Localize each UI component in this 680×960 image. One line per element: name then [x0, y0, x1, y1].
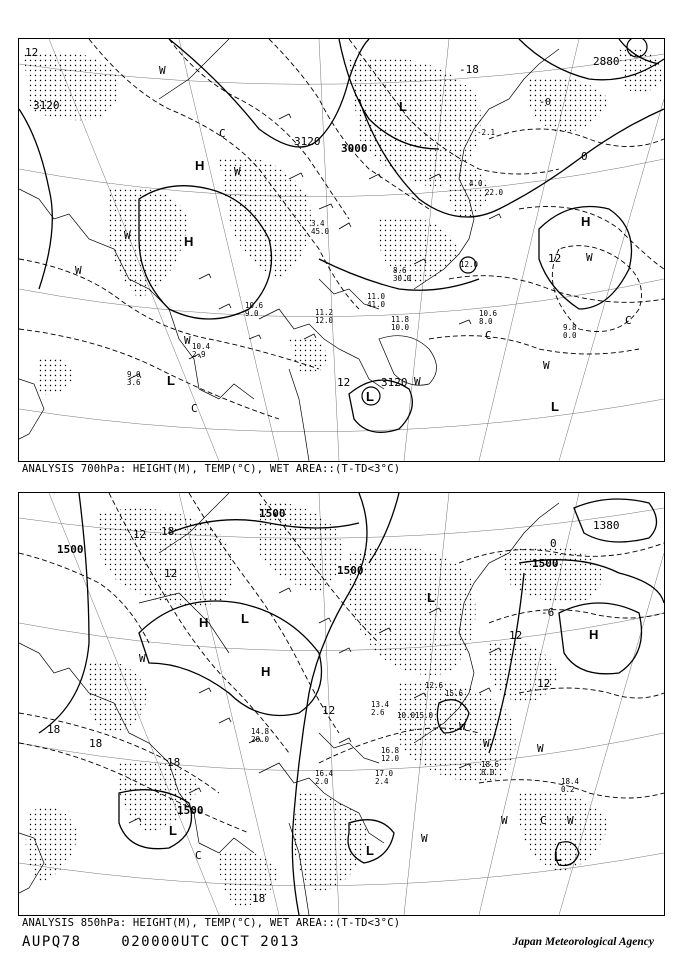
- station-value: 2.4: [375, 777, 389, 786]
- contour-label: 3120: [294, 135, 321, 148]
- station-value: 13.4: [371, 700, 390, 709]
- station-value: 8.0: [479, 317, 493, 326]
- station-value: -2.1: [477, 128, 496, 137]
- station-value: 16.4: [315, 769, 334, 778]
- caption-850hpa: ANALYSIS 850hPa: HEIGHT(M), TEMP(°C), WET AREA::(T-TD<3°C): [22, 917, 401, 929]
- isotherm-label: -6: [541, 606, 555, 619]
- station-value: 0.2: [561, 785, 575, 794]
- agency-name: Japan Meteorological Agency: [512, 936, 654, 948]
- station-value: 16.8: [381, 746, 400, 755]
- isotherm-label: 0: [550, 537, 557, 550]
- isotherm-label: 0: [581, 150, 588, 163]
- station-value: 0.0: [563, 331, 577, 340]
- map-850hpa-canvas: [19, 493, 664, 915]
- station-value: 2.0: [315, 777, 329, 786]
- contour-label: 3120: [381, 376, 408, 389]
- isotherm-label: 18: [47, 723, 61, 736]
- isotherm-label: 12: [509, 629, 523, 642]
- warm-marker: W: [414, 375, 421, 388]
- contour-label: 1380: [593, 519, 620, 532]
- isotherm-label: 18: [161, 525, 175, 538]
- warm-marker: W: [421, 832, 428, 845]
- station-value: 9.8: [563, 323, 577, 332]
- contour-label: 1500: [177, 804, 204, 817]
- station-value: 18.6: [481, 760, 500, 769]
- isotherm-label: 12: [133, 528, 147, 541]
- low-marker: L: [366, 843, 374, 858]
- station-value: 9.0: [245, 309, 259, 318]
- isotherm-label: 18: [89, 737, 103, 750]
- isotherm-label: 18: [252, 892, 266, 905]
- station-value: 3.4: [311, 219, 325, 228]
- station-value: 12.0: [315, 316, 334, 325]
- high-marker: H: [184, 234, 194, 249]
- contour-label: 1500: [57, 543, 84, 556]
- contour-label: 12: [25, 46, 39, 59]
- station-value: 2.6: [371, 708, 385, 717]
- map-700hpa: [18, 38, 665, 462]
- isotherm-label: 12: [537, 677, 551, 690]
- cold-marker: C: [485, 329, 492, 342]
- station-value: 12.6: [425, 681, 444, 690]
- high-marker: H: [589, 627, 599, 642]
- low-marker: L: [241, 611, 249, 626]
- contour-label: 1500: [259, 507, 286, 520]
- warm-marker: W: [543, 359, 550, 372]
- station-value: 18.4: [561, 777, 580, 786]
- low-marker: L: [551, 399, 559, 414]
- station-value: 15.6: [445, 689, 464, 698]
- contour-label: 1500: [337, 564, 364, 577]
- cold-marker: C: [191, 402, 198, 415]
- station-value: 30.0: [393, 274, 412, 283]
- isotherm-label: 12: [322, 704, 336, 717]
- station-value: 17.0: [375, 769, 394, 778]
- warm-marker: W: [586, 251, 593, 264]
- high-marker: H: [195, 158, 205, 173]
- contour-label: 2880: [593, 55, 620, 68]
- high-marker: H: [581, 214, 591, 229]
- low-marker: L: [554, 849, 562, 864]
- station-value: 12.0: [460, 260, 479, 269]
- warm-marker: W: [567, 814, 574, 827]
- contour-label: 3120: [33, 99, 60, 112]
- station-value: 45.0: [311, 227, 330, 236]
- station-value: 10.6: [245, 301, 264, 310]
- station-value: 2.9: [192, 350, 206, 359]
- station-value: 41.0: [367, 300, 386, 309]
- station-value: 20.0: [251, 735, 270, 744]
- low-marker: L: [167, 373, 175, 388]
- isotherm-label: 12: [337, 376, 351, 389]
- map-850hpa: [18, 492, 665, 916]
- warm-marker: W: [501, 814, 508, 827]
- warm-marker: W: [459, 720, 466, 733]
- station-value: 14.8: [251, 727, 270, 736]
- station-value: 22.0: [485, 188, 504, 197]
- station-value: 15.0: [415, 711, 434, 720]
- contour-label: 3000: [341, 142, 368, 155]
- warm-marker: W: [124, 229, 131, 242]
- isotherm-label: -0: [539, 97, 552, 108]
- isotherm-label: 12: [548, 252, 562, 265]
- map-700hpa-canvas: [19, 39, 664, 461]
- warm-marker: W: [75, 264, 82, 277]
- wet-areas: [24, 48, 664, 395]
- warm-marker: W: [139, 652, 146, 665]
- low-marker: L: [366, 389, 374, 404]
- warm-marker: W: [184, 334, 191, 347]
- high-marker: H: [199, 615, 209, 630]
- isotherm-label: 18: [167, 756, 181, 769]
- station-value: 8.0: [481, 768, 495, 777]
- caption-700hpa: ANALYSIS 700hPa: HEIGHT(M), TEMP(°C), WET AREA::(T-TD<3°C): [22, 463, 401, 475]
- cold-marker: C: [219, 127, 226, 140]
- chart-code: AUPQ78 020000UTC OCT 2013: [22, 934, 301, 950]
- station-value: 10.4: [192, 342, 211, 351]
- station-value: 10.0: [391, 323, 410, 332]
- isotherm-label: -18: [459, 63, 479, 76]
- warm-marker: W: [483, 737, 490, 750]
- low-marker: L: [399, 99, 407, 114]
- warm-marker: W: [159, 64, 166, 77]
- warm-marker: W: [234, 165, 241, 178]
- station-value: 4.0: [469, 179, 483, 188]
- station-value: 8.6: [393, 266, 407, 275]
- high-marker: H: [261, 664, 271, 679]
- low-marker: L: [427, 590, 435, 605]
- station-value: 9.0: [127, 370, 141, 379]
- station-value: 11.0: [367, 292, 386, 301]
- cold-marker: C: [195, 849, 202, 862]
- cold-marker: C: [625, 314, 632, 327]
- station-value: 10.0: [397, 711, 416, 720]
- cold-marker: C: [540, 814, 547, 827]
- station-value: 3.6: [127, 378, 141, 387]
- contour-label: 1500: [532, 557, 559, 570]
- station-value: 12.0: [381, 754, 400, 763]
- station-value: 11.8: [391, 315, 410, 324]
- isotherm-label: 12: [164, 567, 178, 580]
- station-value: 11.2: [315, 308, 334, 317]
- low-marker: L: [169, 823, 177, 838]
- warm-marker: W: [537, 742, 544, 755]
- station-value: 10.6: [479, 309, 498, 318]
